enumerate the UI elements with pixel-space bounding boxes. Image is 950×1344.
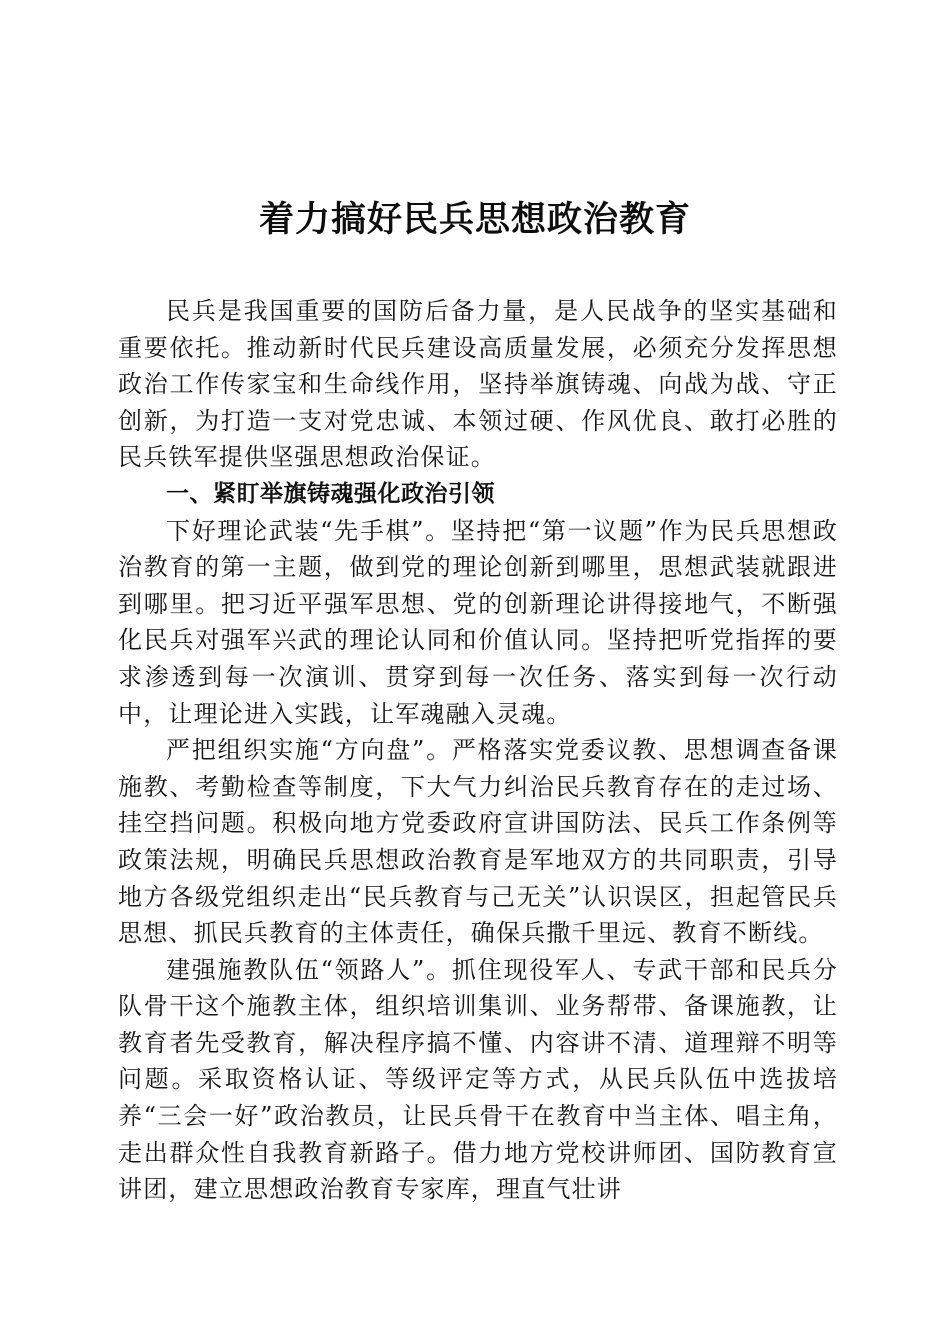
document-title: 着力搞好民兵思想政治教育 — [258, 199, 691, 240]
body-paragraph: 建强施教队伍“领路人”。抓住现役军人、专武干部和民兵分队骨干这个施教主体，组织培训集训、业务帮带、备课施教，让教育者先受教育，解决程序搞不懂、内容讲不清、道理辩不明等问题。采取资格认证、等级评定等方式，从民兵队伍中选拔培养“三会一好”政治教员，让民兵骨干在教育中当主体、唱主角，走出群众性自我教育新路子。借力地方党校讲师团、国防教育宣讲团，建立思想政治教育专家库，理直气壮讲 — [118, 955, 838, 1204]
document-body — [118, 293, 838, 1208]
body-paragraph: 严把组织实施“方向盘”。严格落实党委议教、思想调查备课施教、考勤检查等制度，下大气力纠治民兵教育存在的走过场、挂空挡问题。积极向地方党委政府宣讲国防法、民兵工作条例等政策法规，明确民兵思想政治教育是军地双方的共同职责，引导地方各级党组织走出“民兵教育与己无关”认识误区，担起管民兵思想、抓民兵教育的主体责任，确保兵撒千里远、教育不断线。 — [118, 736, 838, 948]
body-paragraph: 下好理论武装“先手棋”。坚持把“第一议题”作为民兵思想政治教育的第一主题，做到党的理论创新到哪里，思想武装就跟进到哪里。把习近平强军思想、党的创新理论讲得接地气，不断强化民兵对强军兴武的理论认同和价值认同。坚持把听党指挥的要求渗透到每一次演训、贯穿到每一次任务、落实到每一次行动中，让理论进入实践，让军魂融入灵魂。 — [118, 516, 838, 728]
intro-paragraph: 民兵是我国重要的国防后备力量，是人民战争的坚实基础和重要依托。推动新时代民兵建设高质量发展，必须充分发挥思想政治工作传家宝和生命线作用，坚持举旗铸魂、向战为战、守正创新，为打造一支对党忠诚、本领过硬、作风优良、敢打必胜的民兵铁军提供坚强思想政治保证。 — [118, 297, 838, 472]
section-heading: 一、紧盯举旗铸魂强化政治引领 — [166, 480, 495, 507]
